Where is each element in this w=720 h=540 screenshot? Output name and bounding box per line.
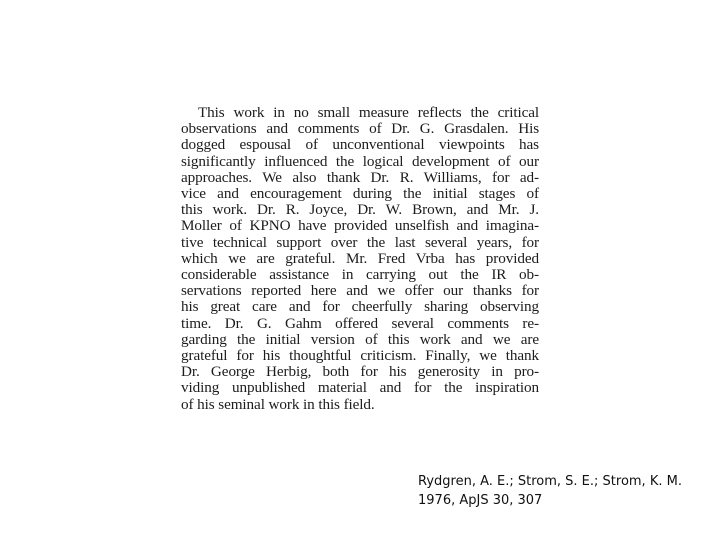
paragraph-line: Moller of KPNO have provided unselfish and imagina-: [181, 217, 539, 235]
paragraph-line: this work. Dr. R. Joyce, Dr. W. Brown, and Mr. J.: [181, 201, 539, 219]
paragraph-line: observations and comments of Dr. G. Grasdalen. His: [181, 120, 539, 138]
paragraph-line: approaches. We also thank Dr. R. Williams, for ad-: [181, 168, 539, 186]
paragraph-line: which we are grateful. Mr. Fred Vrba has provided: [181, 249, 539, 267]
paragraph-line: grateful for his thoughtful criticism. Finally, we thank: [181, 347, 539, 365]
paragraph-line: servations reported here and we offer our thanks for: [181, 282, 539, 300]
citation: [418, 472, 682, 510]
paragraph-line: vice and encouragement during the initial stages of: [181, 185, 539, 203]
paragraph-line: time. Dr. G. Gahm offered several comments re-: [181, 314, 539, 332]
paragraph-line: dogged espousal of unconventional viewpoints has: [181, 136, 539, 154]
paragraph-line: Dr. George Herbig, both for his generosity in pro-: [181, 363, 539, 381]
paragraph-line: considerable assistance in carrying out the IR ob-: [181, 266, 539, 284]
paragraph-line: tive technical support over the last several years, for: [181, 233, 539, 251]
paragraph-line: This work in no small measure reflects the critical: [198, 104, 539, 121]
acknowledgement-paragraph: [181, 105, 539, 413]
paragraph-line: significantly influenced the logical development of our: [181, 152, 539, 170]
citation-authors: Rydgren, A. E.; Strom, S. E.; Strom, K. M.: [418, 474, 682, 489]
paragraph-line: of his seminal work in this field.: [181, 395, 375, 413]
paragraph-line: viding unpublished material and for the inspiration: [181, 379, 539, 397]
citation-reference: 1976, ApJS 30, 307: [418, 493, 543, 508]
paragraph-line: garding the initial version of this work and we are: [181, 330, 539, 348]
paragraph-line: his great care and for cheerfully sharing observing: [181, 298, 539, 316]
